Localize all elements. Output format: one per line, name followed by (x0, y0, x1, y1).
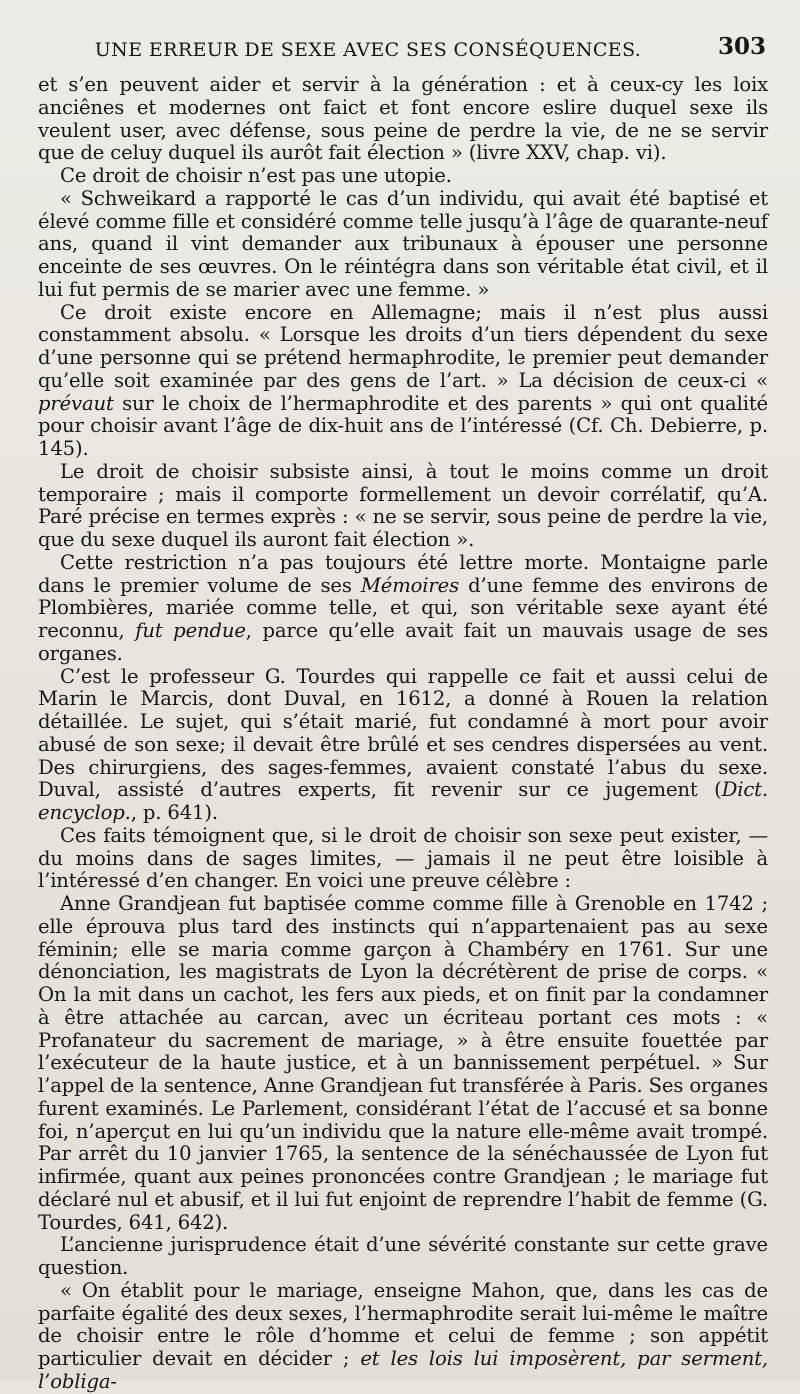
header-title: UNE ERREUR DE SEXE AVEC SES CONSÉQUENCES. (94, 39, 642, 61)
text-run: Ce droit de choisir n’est pas une utopie. (60, 164, 452, 187)
text-run: Anne Grandjean fut baptisée comme comme fille à Grenoble en 1742 ; elle éprouva plus tard des instincts qui n’appartenaient pas au sexe féminin; elle se maria comme garçon à Chambéry en 1761. Sur une dénonciation, les magistrats de Lyon la décrétèrent de prise de corps. « On la mit dans un cachot, les fers aux pieds, et on finit par la condamner à être attachée au carcan, avec un écriteau portant ces mots : « Profanateur du sacrement de mariage, » à être ensuite fouettée par l’exécuteur de la haute justice, et à un bannissement perpétuel. » Sur l’appel de la sentence, Anne Grandjean fut transférée à Paris. Ses organes furent examinés. Le Parlement, considérant l’état de l’accusé et sa bonne foi, n’aperçut en lui qu’un individu que la nature elle-même avait trompé. Par arrêt du 10 janvier 1765, la sentence de la sénéchaussée de Lyon fut infirmée, quant aux peines prononcées contre Grandjean ; le mariage fut déclaré nul et abusif, et il lui fut enjoint de reprendre l’habit de femme (G. Tourdes, 641, 642). (38, 892, 768, 1234)
paragraph (38, 825, 768, 893)
italic-text-run: Dict. encyclop. (38, 778, 768, 824)
text-run: Ce droit existe encore en Allemagne; mais il n’est plus aussi constamment absolu. « Lorsque les droits d’un tiers dépendent du sexe d’une personne qui se prétend hermaphrodite, le premier peut demander qu’elle soit examinée par des gens de l’art. » La décision de ceux-ci « (38, 300, 768, 392)
text-run: d’une femme des environs de Plombières, mariée comme telle, et qui, son véritable sexe ayant été reconnu, (38, 573, 768, 642)
text-run: « Schweikard a rapporté le cas d’un individu, qui avait été baptisé et élevé comme fille et considéré comme telle jusqu’à l’âge de quarante-neuf ans, quand il vint demander aux tribunaux à épouser une personne enceinte de ses œuvres. On le réintégra dans son véritable état civil, et il lui fut permis de se marier avec une femme. » (38, 186, 768, 301)
text-run: , parce qu’elle avait fait un mauvais usage de ses organes. (38, 619, 768, 665)
paragraph (38, 188, 768, 302)
text-run: et s’en peuvent aider et servir à la génération : et à ceux-cy les loix anciênes et modernes ont faict et font encore eslire duquel sexe ils veulent user, avec défense, sous peine de perdre la vie, de ne se servir que de celuy duquel ils aurôt fait élection » (livre XXV, chap. vi). (38, 73, 768, 165)
paragraph (38, 165, 768, 188)
italic-text-run: et les lois lui imposèrent, par serment, l’obliga- (38, 1347, 768, 1393)
paragraph (38, 1234, 768, 1280)
paragraph (38, 1280, 768, 1394)
paragraph (38, 302, 768, 461)
paragraph (38, 666, 768, 825)
page-body (38, 74, 768, 1394)
text-run: Cette restriction n’a pas toujours été lettre morte. Montaigne parle dans le premier volume de ses (38, 550, 768, 597)
text-run: Ces faits témoignent que, si le droit de choisir son sexe peut exister, — du moins dans de sages limites, — jamais il ne peut être loisible à l’intéressé d’en changer. En voici une preuve célèbre : (38, 823, 768, 893)
page-number: 303 (717, 33, 766, 60)
italic-text-run: fut pendue (135, 619, 246, 642)
italic-text-run: prévaut (38, 391, 114, 415)
text-run: « On établit pour le mariage, enseigne Mahon, que, dans les cas de parfaite égalité des deux sexes, l’hermaphrodite serait lui-même le maître de choisir entre le rôle d’homme et celui de femme ; son appétit particulier devait en décider ; (38, 1278, 768, 1370)
paragraph (38, 552, 768, 666)
text-run: Le droit de choisir subsiste ainsi, à tout le moins comme un droit temporaire ; mais il comporte formellement un devoir corrélatif, qu’A. Paré précise en termes exprès : « ne se servir, sous peine de perdre la vie, que du sexe duquel ils auront fait élection ». (38, 459, 768, 551)
paragraph (38, 74, 768, 165)
paragraph (38, 461, 768, 552)
running-header (38, 33, 768, 70)
text-run: L’ancienne jurisprudence était d’une sévérité constante sur cette grave question. (38, 1233, 768, 1279)
italic-text-run: Mémoires (360, 573, 459, 597)
text-run: sur le choix de l’hermaphrodite et des parents » qui ont qualité pour choisir avant l’âge de dix-huit ans de l’intéressé (Cf. Ch. Debierre, p. 145). (38, 391, 768, 460)
text-run: , p. 641). (130, 801, 218, 824)
paragraph (38, 893, 768, 1234)
text-run: C’est le professeur G. Tourdes qui rappelle ce fait et aussi celui de Marin le Marcis, dont Duval, en 1612, a donné à Rouen la relation détaillée. Le sujet, qui s’était marié, fut condamné à mort pour avoir abusé de son sexe; il devait être brûlé et ses cendres dispersées au vent. Des chirurgiens, des sages-femmes, avaient constaté l’abus du sexe. Duval, assisté d’autres experts, fit revenir sur ce jugement ( (38, 664, 768, 802)
